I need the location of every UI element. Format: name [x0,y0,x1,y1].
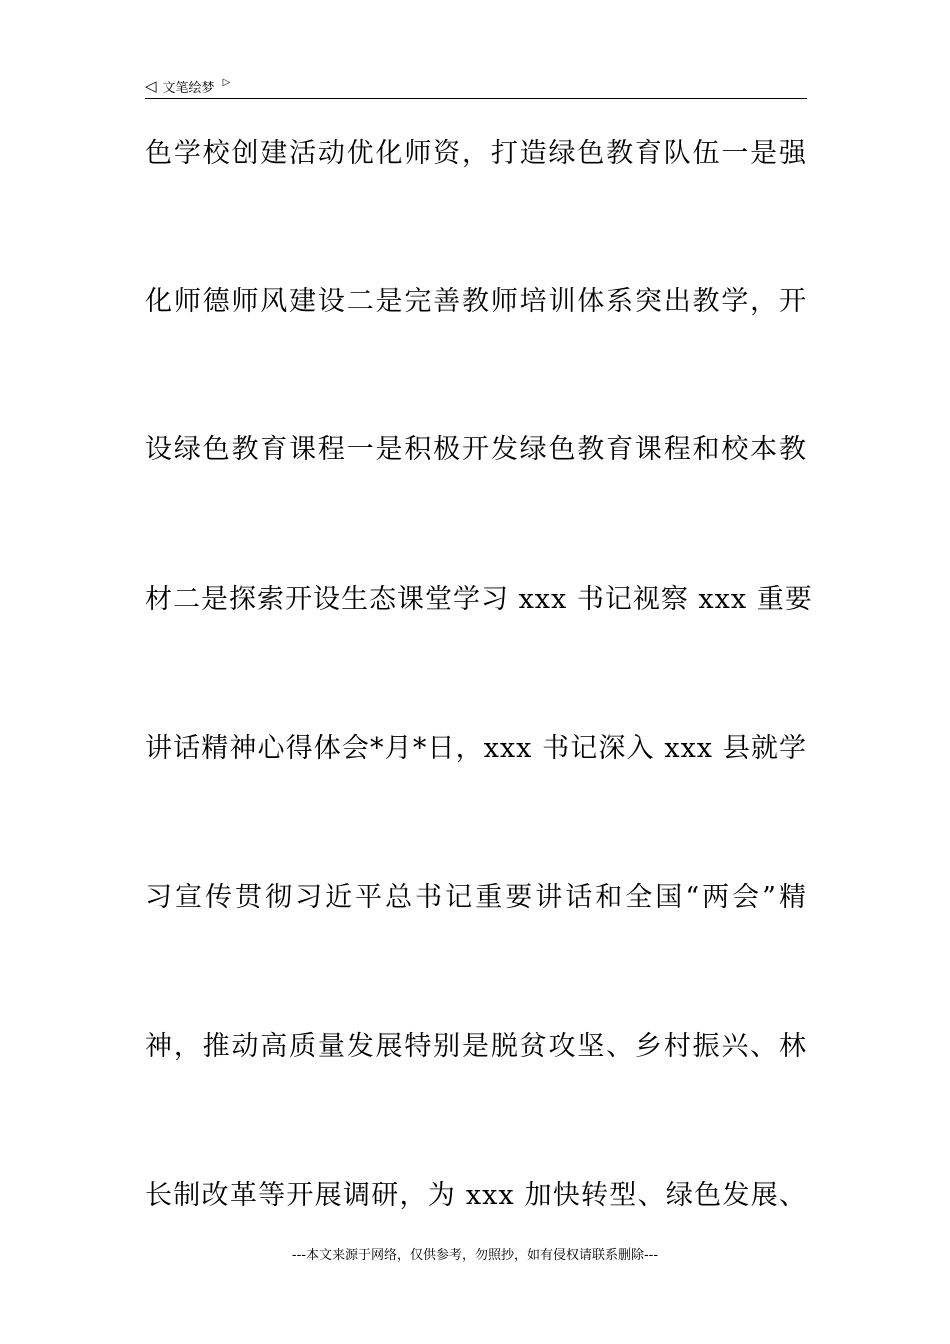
body-line: 神，推动高质量发展特别是脱贫攻坚、乡村振兴、林 [145,1031,807,1062]
body-line: 习宣传贯彻习近平总书记重要讲话和全国“两会”精 [145,882,807,913]
page-footer: ---本文来源于网络，仅供参考，勿照抄，如有侵权请联系删除--- [291,1248,659,1263]
body-line: 讲话精神心得体会*月*日，xxx 书记深入 xxx 县就学 [145,733,807,764]
triangle-left-icon: ◁ [145,76,157,95]
body-line: 长制改革等开展调研，为 xxx 加快转型、绿色发展、 [145,1180,807,1211]
body-line: 材二是探索开设生态课堂学习 xxx 书记视察 xxx 重要 [145,584,813,615]
body-line: 色学校创建活动优化师资，打造绿色教育队伍一是强 [145,138,807,169]
triangle-right-icon: ▷ [222,77,231,88]
body-line: 化师德师风建设二是完善教师培训体系突出教学，开 [145,286,807,317]
page-header [145,74,807,99]
header-title: 文笔绘梦 [162,80,215,96]
body-line: 设绿色教育课程一是积极开发绿色教育课程和校本教 [145,434,807,465]
